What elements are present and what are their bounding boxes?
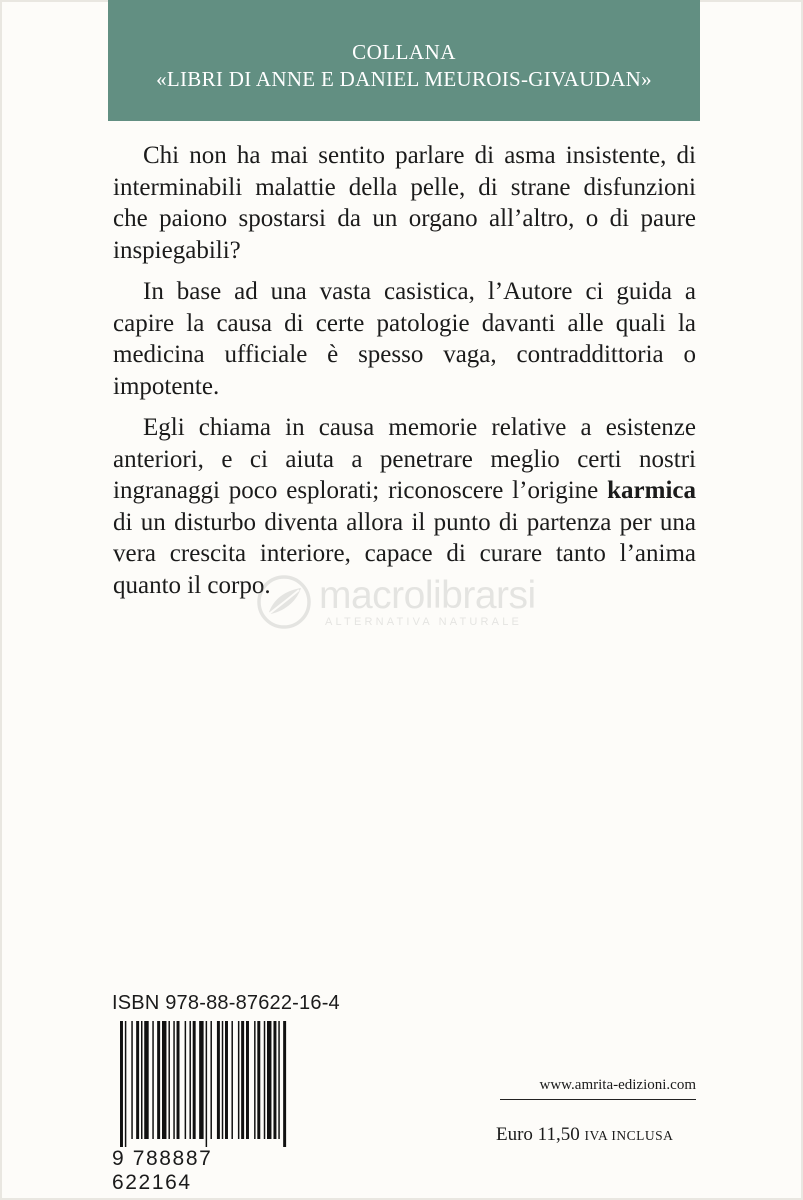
barcode-bar [162,1021,166,1139]
barcode-bar [254,1021,255,1139]
price [496,1124,673,1146]
barcode-bar [185,1021,186,1139]
barcode-bar [144,1021,148,1139]
blurb-text [113,140,696,611]
barcode [112,1021,288,1194]
series-banner [108,0,700,121]
publisher-website: www.amrita-edizioni.com [500,1077,696,1100]
barcode-bar [241,1021,244,1139]
blurb-paragraph-1: Chi non ha mai sentito parlare di asma insistente, di interminabili malattie della pelle, di strane disfunzioni che paiono spostarsi da un organo all’altro, o di paure inspiegabili? [113,142,696,264]
barcode-bar [157,1021,160,1139]
barcode-bar [136,1021,139,1139]
barcode-bar [231,1021,232,1139]
blurb-paragraph-3-start: Egli chiama in causa memorie relative a esistenze anteriori, e ci aiuta a penetrare meglio certi nostri ingranaggi poco esplorati; riconoscere l’origine [113,414,696,504]
barcode-bar [131,1021,132,1139]
barcode-bars [120,1021,288,1147]
barcode-bar [210,1021,211,1139]
barcode-bar [283,1021,286,1147]
barcode-bar [168,1021,169,1139]
barcode-bar [264,1021,265,1139]
barcode-bar [173,1021,174,1139]
barcode-bar [225,1021,228,1139]
barcode-bar [152,1021,153,1139]
series-label: COLLANA [352,40,456,64]
barcode-bar [120,1021,123,1147]
isbn-label: ISBN 978-88-87622-16-4 [112,992,340,1014]
barcode-bar [141,1021,142,1139]
barcode-bar [177,1021,180,1139]
watermark [255,572,555,632]
barcode-bar [217,1021,220,1139]
barcode-bar [278,1021,279,1139]
watermark-name: macrolibrarsi [319,574,536,617]
karmica-emphasis: karmica [607,477,696,504]
barcode-bar [125,1021,126,1147]
barcode-bar [273,1021,276,1139]
blurb-paragraph-2: In base ad una vasta casistica, l’Autore ci guida a capire la causa di certe patologie davanti alle quali la medicina ufficiale è spesso vaga, contraddittoria o impotente. [113,278,696,400]
barcode-bar [246,1021,249,1139]
barcode-bar [206,1021,207,1147]
barcode-bar [222,1021,223,1139]
barcode-bar [193,1021,196,1139]
barcode-bar [267,1021,271,1139]
leaf-swirl-icon [255,574,313,630]
barcode-bar [189,1021,190,1139]
price-tax-note: IVA INCLUSA [584,1128,674,1143]
barcode-bar [257,1021,260,1139]
barcode-bar [199,1021,203,1139]
blurb-paragraph-3-end: di un disturbo diventa allora il punto di partenza per una vera crescita interiore, capace di curare tanto l’anima quanto il corpo. [113,508,696,599]
barcode-digits: 9 788887 622164 [112,1147,213,1194]
price-amount: Euro 11,50 [496,1124,580,1145]
series-title: «LIBRI DI ANNE E DANIEL MEUROIS-GIVAUDAN» [156,67,652,91]
barcode-bar [238,1021,239,1139]
watermark-subtitle: ALTERNATIVA NATURALE [325,616,523,628]
